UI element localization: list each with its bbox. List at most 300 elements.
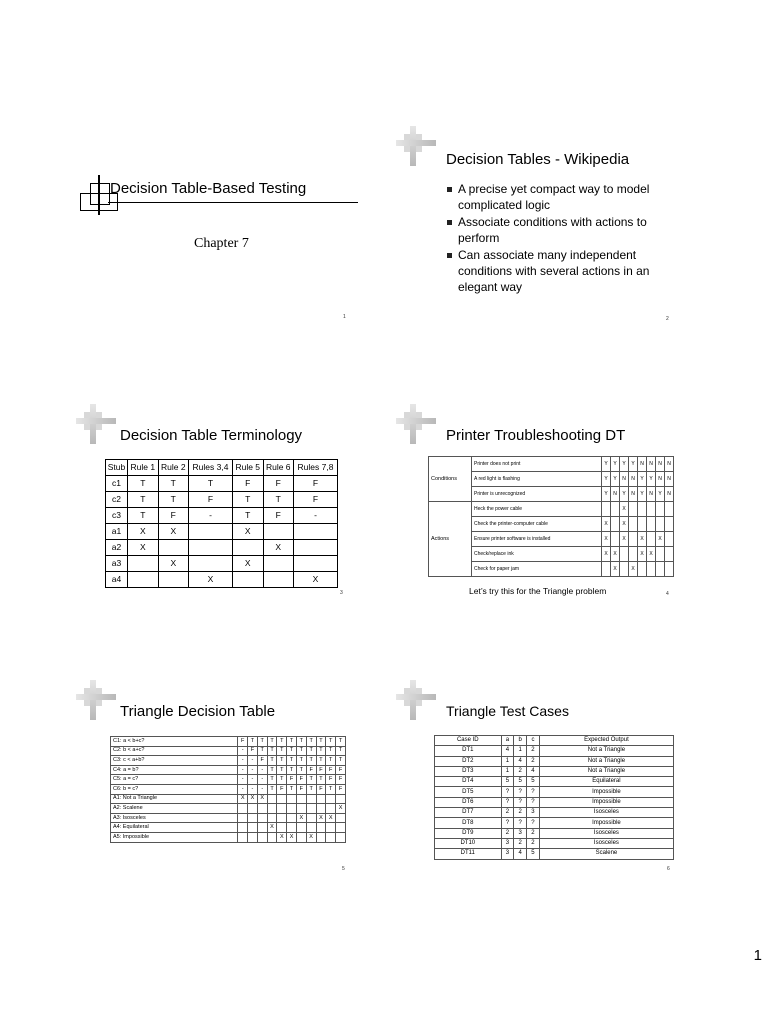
table-cell: X — [638, 547, 647, 562]
table-cell — [287, 813, 297, 823]
table-cell: Impossible — [539, 797, 673, 807]
table-cell: F — [293, 492, 337, 508]
row-label-cell: C6: b = c? — [111, 784, 238, 794]
table-row — [111, 756, 346, 766]
row-label-cell: C1: a < b+c? — [111, 737, 238, 747]
table-cell: a3 — [106, 556, 128, 572]
table-cell — [248, 823, 258, 833]
table-cell: X — [248, 794, 258, 804]
table-cell: F — [336, 784, 346, 794]
table-cell — [263, 572, 293, 588]
table-cell: T — [257, 737, 267, 747]
table-cell: N — [638, 457, 647, 472]
table-cell: Y — [611, 472, 620, 487]
table-cell — [647, 502, 656, 517]
table-cell — [326, 823, 336, 833]
table-cell: X — [233, 556, 263, 572]
table-cell: X — [267, 823, 277, 833]
table-cell: 2 — [527, 828, 540, 838]
table-cell: Impossible — [539, 787, 673, 797]
table-cell: Isosceles — [539, 828, 673, 838]
table-cell: - — [248, 756, 258, 766]
slide-6-title: Triangle Test Cases — [446, 703, 569, 719]
table-cell — [336, 823, 346, 833]
table-cell: T — [287, 737, 297, 747]
table-cell — [306, 804, 316, 814]
table-cell: X — [656, 532, 665, 547]
table-cell: T — [287, 765, 297, 775]
table-cell: T — [267, 737, 277, 747]
table-cell — [665, 547, 674, 562]
table-cell: T — [158, 476, 188, 492]
table-cell: T — [287, 756, 297, 766]
table-cell: 2 — [527, 746, 540, 756]
table-cell: - — [257, 784, 267, 794]
table-header-cell: Rules 3,4 — [189, 460, 233, 476]
table-cell — [257, 832, 267, 842]
table-cell: X — [238, 794, 248, 804]
table-cell: DT4 — [435, 777, 502, 787]
table-cell: 4 — [514, 849, 527, 859]
table-row — [111, 775, 346, 785]
table-cell: Not a Triangle — [539, 746, 673, 756]
table-cell — [665, 517, 674, 532]
slide-5-title: Triangle Decision Table — [120, 703, 276, 720]
table-cell: F — [287, 775, 297, 785]
table-cell: ? — [514, 797, 527, 807]
table-cell: 2 — [527, 838, 540, 848]
table-cell — [629, 502, 638, 517]
table-row — [111, 794, 346, 804]
table-cell: DT3 — [435, 766, 502, 776]
bullet-item: Can associate many independent conditions with several actions in an elegant way — [446, 247, 666, 295]
table-cell: T — [296, 737, 306, 747]
table-cell: Y — [602, 487, 611, 502]
table-cell: - — [248, 784, 258, 794]
table-cell: T — [306, 737, 316, 747]
table-cell: T — [326, 784, 336, 794]
table-cell — [316, 804, 326, 814]
table-cell — [238, 813, 248, 823]
table-cell: 1 — [501, 756, 514, 766]
table-header-cell: b — [514, 736, 527, 746]
table-cell — [233, 540, 263, 556]
table-cell — [656, 502, 665, 517]
table-cell — [248, 832, 258, 842]
slide-number: 2 — [666, 316, 669, 322]
table-cell — [656, 547, 665, 562]
table-cell: X — [158, 524, 188, 540]
row-label-cell: Printer is unrecognized — [472, 487, 602, 502]
table-cell: X — [620, 517, 629, 532]
table-cell: 2 — [501, 828, 514, 838]
table-cell — [296, 794, 306, 804]
table-cell: T — [128, 492, 158, 508]
table-cell: ? — [514, 818, 527, 828]
table-row — [435, 787, 674, 797]
table-cell: T — [128, 508, 158, 524]
table-cell — [316, 823, 326, 833]
table-cell: T — [336, 756, 346, 766]
table-cell: X — [316, 813, 326, 823]
table-row — [111, 765, 346, 775]
table-header-cell: Stub — [106, 460, 128, 476]
table-cell: F — [316, 765, 326, 775]
table-cell: ? — [501, 818, 514, 828]
table-header-row — [106, 460, 338, 476]
table-cell: X — [602, 517, 611, 532]
table-cell: ? — [514, 787, 527, 797]
row-label-cell: Heck the power cable — [472, 502, 602, 517]
bullet-list — [446, 181, 666, 296]
table-cell — [665, 532, 674, 547]
table-cell — [306, 813, 316, 823]
table-cell — [287, 804, 297, 814]
table-cell: T — [326, 756, 336, 766]
table-cell: X — [602, 532, 611, 547]
table-cell — [638, 562, 647, 577]
table-cell: ? — [527, 787, 540, 797]
table-cell: T — [336, 746, 346, 756]
table-cell: X — [296, 813, 306, 823]
table-cell — [665, 562, 674, 577]
table-cell: T — [296, 756, 306, 766]
table-cell: X — [611, 547, 620, 562]
table-header-cell: Rule 5 — [233, 460, 263, 476]
table-cell: T — [267, 765, 277, 775]
table-cell — [647, 517, 656, 532]
table-cell: F — [316, 784, 326, 794]
table-cell — [293, 524, 337, 540]
slide-4 — [418, 418, 688, 628]
slide-number: 3 — [340, 590, 343, 596]
row-label-cell: Check/replace ink — [472, 547, 602, 562]
table-cell — [620, 562, 629, 577]
table-cell: N — [665, 457, 674, 472]
table-cell — [336, 832, 346, 842]
table-cell — [189, 524, 233, 540]
table-cell: F — [248, 746, 258, 756]
table-cell: N — [647, 487, 656, 502]
table-cell: Isosceles — [539, 838, 673, 848]
table-cell — [277, 823, 287, 833]
table-cell — [267, 804, 277, 814]
table-cell: 5 — [514, 777, 527, 787]
table-row — [106, 540, 338, 556]
table-cell — [656, 562, 665, 577]
table-cell: Y — [620, 487, 629, 502]
table-cell: 1 — [501, 766, 514, 776]
table-cell: 2 — [527, 756, 540, 766]
table-cell: 5 — [527, 777, 540, 787]
table-row — [111, 832, 346, 842]
row-label-cell: A2: Scalene — [111, 804, 238, 814]
table-header-cell: Expected Output — [539, 736, 673, 746]
table-row — [435, 849, 674, 859]
table-row — [106, 572, 338, 588]
table-cell: T — [326, 746, 336, 756]
table-cell: DT2 — [435, 756, 502, 766]
table-row — [106, 476, 338, 492]
table-cell: - — [238, 765, 248, 775]
table-cell: F — [296, 775, 306, 785]
table-header-cell: Rule 1 — [128, 460, 158, 476]
table-cell — [277, 804, 287, 814]
table-row — [106, 492, 338, 508]
table-cell — [296, 823, 306, 833]
table-cell: DT8 — [435, 818, 502, 828]
table-cell — [263, 524, 293, 540]
table-cell — [277, 794, 287, 804]
table-cell: - — [238, 756, 248, 766]
table-cell: DT5 — [435, 787, 502, 797]
table-cell — [189, 556, 233, 572]
row-label-cell: C4: a = b? — [111, 765, 238, 775]
slide-decoration-icon — [76, 404, 116, 444]
row-label-cell: A5: Impossible — [111, 832, 238, 842]
table-cell: F — [263, 508, 293, 524]
slide-3 — [98, 418, 368, 628]
table-cell: - — [293, 508, 337, 524]
table-cell: X — [647, 547, 656, 562]
table-cell: F — [326, 765, 336, 775]
row-label-cell: A3: Isosceles — [111, 813, 238, 823]
slide-decoration-icon — [396, 126, 436, 166]
table-cell: X — [233, 524, 263, 540]
table-cell — [602, 562, 611, 577]
table-row — [111, 804, 346, 814]
table-cell: X — [602, 547, 611, 562]
table-cell: Y — [602, 457, 611, 472]
table-cell: N — [665, 487, 674, 502]
table-cell: X — [611, 562, 620, 577]
page-number: 1 — [753, 947, 762, 964]
table-cell — [267, 832, 277, 842]
table-cell: T — [316, 756, 326, 766]
table-cell: F — [189, 492, 233, 508]
table-row — [435, 756, 674, 766]
table-cell: F — [257, 756, 267, 766]
table-cell: Equilateral — [539, 777, 673, 787]
slide-5 — [98, 694, 368, 904]
table-cell: F — [336, 765, 346, 775]
table-cell — [257, 823, 267, 833]
table-cell: T — [316, 775, 326, 785]
table-cell — [336, 813, 346, 823]
table-cell: 4 — [527, 766, 540, 776]
table-row — [106, 524, 338, 540]
table-cell: T — [316, 746, 326, 756]
table-cell: F — [277, 784, 287, 794]
table-cell — [647, 562, 656, 577]
table-cell: Y — [620, 457, 629, 472]
table-cell: X — [336, 804, 346, 814]
table-cell: X — [326, 813, 336, 823]
table-cell: T — [233, 508, 263, 524]
table-header-row — [435, 736, 674, 746]
table-cell: T — [306, 746, 316, 756]
table-cell: Y — [656, 487, 665, 502]
table-cell: 3 — [501, 838, 514, 848]
table-cell: T — [336, 737, 346, 747]
table-cell: T — [267, 784, 277, 794]
title-rule — [108, 202, 358, 203]
table-cell: T — [306, 756, 316, 766]
table-cell — [238, 832, 248, 842]
table-cell: X — [629, 562, 638, 577]
table-row — [435, 797, 674, 807]
table-cell — [238, 823, 248, 833]
table-cell — [306, 794, 316, 804]
table-cell: T — [263, 492, 293, 508]
table-cell: c1 — [106, 476, 128, 492]
table-cell: F — [263, 476, 293, 492]
row-label-cell: Check for paper jam — [472, 562, 602, 577]
table-cell: T — [316, 737, 326, 747]
table-cell — [326, 804, 336, 814]
table-cell — [128, 556, 158, 572]
table-cell — [656, 517, 665, 532]
table-header-cell: a — [501, 736, 514, 746]
table-cell: c2 — [106, 492, 128, 508]
table-cell: N — [629, 472, 638, 487]
row-label-cell: C5: a = c? — [111, 775, 238, 785]
table-cell: - — [248, 765, 258, 775]
table-cell: X — [257, 794, 267, 804]
table-cell: DT6 — [435, 797, 502, 807]
table-cell: N — [656, 457, 665, 472]
table-cell: - — [238, 746, 248, 756]
table-cell — [233, 572, 263, 588]
table-cell: 4 — [501, 746, 514, 756]
slide-2 — [418, 140, 688, 350]
table-cell: N — [665, 472, 674, 487]
table-cell — [267, 794, 277, 804]
table-row — [435, 777, 674, 787]
slide-decoration-icon — [396, 404, 436, 444]
table-cell — [267, 813, 277, 823]
table-cell: - — [257, 775, 267, 785]
table-cell — [336, 794, 346, 804]
slide-4-caption: Let’s try this for the Triangle problem — [469, 586, 607, 596]
table-cell: T — [189, 476, 233, 492]
table-cell: T — [296, 765, 306, 775]
table-cell: T — [128, 476, 158, 492]
table-cell: DT1 — [435, 746, 502, 756]
table-cell: 3 — [514, 828, 527, 838]
table-cell: DT11 — [435, 849, 502, 859]
table-row — [111, 737, 346, 747]
table-cell: T — [158, 492, 188, 508]
table-cell: Impossible — [539, 818, 673, 828]
table-cell: Y — [611, 457, 620, 472]
table-cell — [611, 502, 620, 517]
slide-6 — [418, 694, 688, 904]
table-cell: T — [296, 746, 306, 756]
table-cell — [629, 532, 638, 547]
table-cell — [665, 502, 674, 517]
table-cell: N — [656, 472, 665, 487]
table-cell: T — [277, 737, 287, 747]
slide-decoration-icon — [396, 680, 436, 720]
table-cell: Y — [629, 457, 638, 472]
table-cell: T — [277, 756, 287, 766]
table-cell: DT7 — [435, 808, 502, 818]
table-cell: 4 — [514, 756, 527, 766]
table-cell — [326, 794, 336, 804]
table-header-cell: c — [527, 736, 540, 746]
table-cell — [189, 540, 233, 556]
row-label-cell: A red light is flashing — [472, 472, 602, 487]
table-cell: 3 — [527, 808, 540, 818]
table-header-cell: Rules 7,8 — [293, 460, 337, 476]
table-cell: T — [267, 756, 277, 766]
table-cell — [293, 540, 337, 556]
table-cell: T — [306, 775, 316, 785]
row-label-cell: Printer does not print — [472, 457, 602, 472]
table-cell — [257, 813, 267, 823]
table-cell — [263, 556, 293, 572]
table-cell: X — [638, 532, 647, 547]
table-cell — [316, 794, 326, 804]
table-cell — [316, 832, 326, 842]
slide-number: 5 — [342, 866, 345, 872]
table-cell: T — [277, 765, 287, 775]
table-cell — [238, 804, 248, 814]
table-cell: X — [293, 572, 337, 588]
table-cell: F — [233, 476, 263, 492]
table-cell: X — [620, 532, 629, 547]
slide-decoration-icon — [76, 680, 116, 720]
table-cell: F — [336, 775, 346, 785]
table-row — [435, 828, 674, 838]
slide-3-title: Decision Table Terminology — [120, 427, 303, 444]
table-row — [429, 502, 674, 517]
table-cell: Scalene — [539, 849, 673, 859]
table-cell: 1 — [514, 746, 527, 756]
slide-1-title: Decision Table-Based Testing — [110, 180, 307, 197]
table-cell: Y — [602, 472, 611, 487]
table-row — [435, 818, 674, 828]
table-row — [435, 746, 674, 756]
table-cell: c3 — [106, 508, 128, 524]
table-cell — [296, 804, 306, 814]
table-cell: T — [233, 492, 263, 508]
table-cell: - — [257, 765, 267, 775]
slide-2-title: Decision Tables - Wikipedia — [446, 151, 630, 168]
table-header-cell: Rule 2 — [158, 460, 188, 476]
table-cell: ? — [501, 787, 514, 797]
table-cell: ? — [527, 818, 540, 828]
table-row — [111, 813, 346, 823]
table-cell: ? — [527, 797, 540, 807]
row-label-cell: A4: Equilateral — [111, 823, 238, 833]
table-cell — [638, 502, 647, 517]
table-cell: F — [293, 476, 337, 492]
table-header-cell: Rule 6 — [263, 460, 293, 476]
table-cell — [158, 572, 188, 588]
table-cell: X — [620, 502, 629, 517]
table-cell — [326, 832, 336, 842]
table-cell — [647, 532, 656, 547]
table-cell — [629, 547, 638, 562]
table-row — [111, 784, 346, 794]
row-label-cell: C2: b < a+c? — [111, 746, 238, 756]
table-cell — [248, 813, 258, 823]
table-cell: T — [267, 746, 277, 756]
table-cell: ? — [501, 797, 514, 807]
terminology-table — [105, 459, 338, 588]
